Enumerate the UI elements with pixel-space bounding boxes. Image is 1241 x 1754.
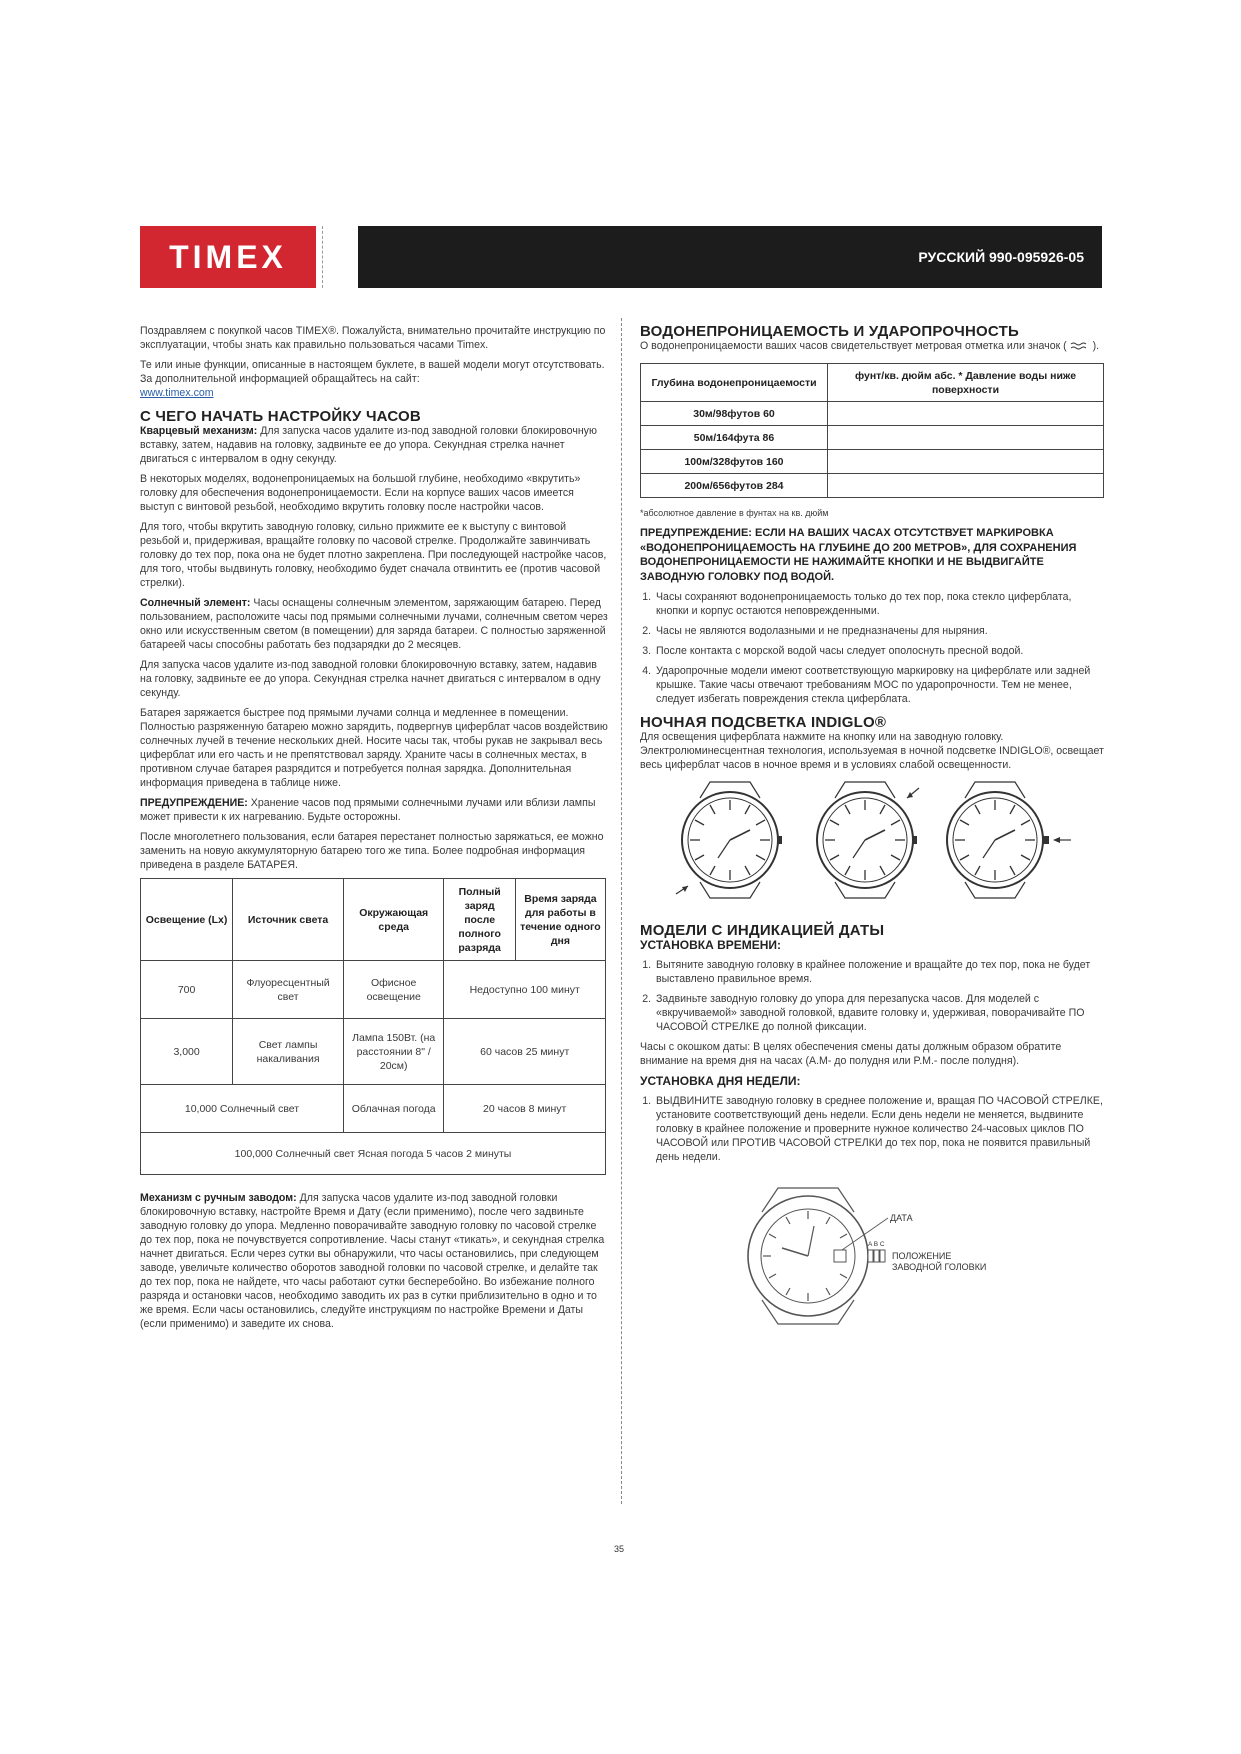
table-cell: 30м/98футов 60 bbox=[641, 402, 828, 426]
page-number: 35 bbox=[614, 1544, 625, 1554]
table-cell: Облачная погода bbox=[343, 1085, 443, 1133]
watch-icon bbox=[947, 782, 1071, 898]
table-header-row bbox=[641, 364, 1104, 402]
list-item: 1. ВЫДВИНИТЕ заводную головку в среднее положение и, вращая ПО ЧАСОВОЙ СТРЕЛКЕ, установите соответствующий день недели. Если день недели не меняется, выдвините головку в крайнее положение и проверните нужное количество 24-часовых циклов ПО ЧАСОВОЙ или ПРОТИВ ЧАСОВОЙ СТРЕЛКИ до тех пор, пока не появится правильный день недели. bbox=[654, 1094, 1104, 1164]
table-cell bbox=[828, 426, 1104, 450]
crown-position-abc: A B C bbox=[868, 1241, 885, 1248]
logo-divider bbox=[322, 226, 323, 288]
timex-logo: TIMEX bbox=[140, 226, 316, 288]
language-code: РУССКИЙ 990-095926-05 bbox=[918, 249, 1084, 265]
table-cell: Флуоресцентный свет bbox=[233, 961, 344, 1019]
table-header: Освещение (Lx) bbox=[141, 879, 233, 961]
table-cell: Свет лампы накаливания bbox=[233, 1019, 344, 1085]
table-row bbox=[141, 1133, 606, 1175]
table-header: Окружающая среда bbox=[343, 879, 443, 961]
day-subheading: УСТАНОВКА ДНЯ НЕДЕЛИ: bbox=[640, 1074, 801, 1088]
table-header: Полный заряд после полного разряда bbox=[444, 879, 515, 961]
table-cell bbox=[828, 474, 1104, 498]
water-list bbox=[640, 590, 1104, 706]
table-row bbox=[141, 961, 606, 1019]
table-header: Время заряда для работы в течение одного дня bbox=[515, 879, 605, 961]
day-list bbox=[640, 1094, 1104, 1164]
table-row bbox=[641, 450, 1104, 474]
start-paragraph: Для запуска часов удалите из-под заводной головки блокировочную вставку, затем, надавив на головку, задвиньте ее до упора. Секундная стрелка начнет двигаться с интервалом в одну секунду. bbox=[140, 659, 601, 699]
crown-position-label-2: ЗАВОДНОЙ ГОЛОВКИ bbox=[892, 1262, 987, 1272]
column-divider bbox=[621, 318, 622, 1504]
table-cell bbox=[828, 450, 1104, 474]
indiglo-paragraph: Для освещения циферблата нажмите на кнопку или на заводную головку. Электролюминесцентная технология, используемая в ночной подсветке INDIGLO®, освещает весь циферблат часов в ночное время и в условиях слабой освещенности. bbox=[640, 731, 1104, 771]
watch-icon bbox=[817, 782, 919, 898]
table-row bbox=[641, 474, 1104, 498]
indiglo-heading: НОЧНАЯ ПОДСВЕТКА INDIGLO® bbox=[640, 714, 887, 731]
replace-paragraph: После многолетнего пользования, если батарея перестанет полностью заряжаться, ее можно заменить на новую аккумуляторную батарею того же типа. Более подробная информация приведена в разделе БАТАРЕЯ. bbox=[140, 831, 604, 871]
water-heading: ВОДОНЕПРОНИЦАЕМОСТЬ И УДАРОПРОЧНОСТЬ bbox=[640, 323, 1019, 340]
table-cell: Офисное освещение bbox=[343, 961, 443, 1019]
table-cell: 20 часов 8 минут bbox=[444, 1085, 606, 1133]
list-item: 2. Часы не являются водолазными и не предназначены для ныряния. bbox=[654, 624, 1104, 638]
battery-paragraph: Батарея заряжается быстрее под прямыми лучами солнца и медленнее в помещении. Полностью разряженную батарею можно зарядить, подвергнув циферблат часов воздействию солнечных лучей в течение нескольких дней. Носите часы так, чтобы рукав не закрывал весь циферблат или его часть и не препятствовал заряду. Храните часы в солнечных местах, в противном случае батарея разрядится и потребуется полная зарядка. Дополнительная информация приведена в таблице ниже. bbox=[140, 707, 608, 789]
table-header-row bbox=[141, 879, 606, 961]
setup-heading: С ЧЕГО НАЧАТЬ НАСТРОЙКУ ЧАСОВ bbox=[140, 408, 421, 425]
list-item: 2. Задвиньте заводную головку до упора для перезапуска часов. Для моделей с «вкручиваемой» заводной головкой, вдавите головку и, удерживая, поворачивайте ПО ЧАСОВОЙ СТРЕЛКЕ до полной фиксации. bbox=[654, 992, 1104, 1034]
water-warning: ПРЕДУПРЕЖДЕНИЕ: ЕСЛИ НА ВАШИХ ЧАСАХ ОТСУТСТВУЕТ МАРКИРОВКА «ВОДОНЕПРОНИЦАЕМОСТЬ НА ГЛУБИНЕ ДО 200 МЕТРОВ», ДЛЯ СОХРАНЕНИЯ ВОДОНЕПРОНИЦАЕМОСТИ НЕ НАЖИМАЙТЕ КНОПКИ И НЕ ВЫДВИГАЙТЕ ЗАВОДНУЮ ГОЛОВКУ ПОД ВОДОЙ. bbox=[640, 527, 1077, 583]
intro-paragraph-2: Те или иные функции, описанные в настоящем буклете, в вашей модели могут отсутствовать. За дополнительной информацией обращайтесь на сайт: www.timex.com bbox=[140, 359, 605, 399]
table-cell: Лампа 150Вт. (на расстоянии 8" / 20см) bbox=[343, 1019, 443, 1085]
table-row bbox=[141, 1019, 606, 1085]
table-cell: 700 bbox=[141, 961, 233, 1019]
watch-icon bbox=[676, 782, 782, 898]
list-item: 3. После контакта с морской водой часы следует ополоснуть пресной водой. bbox=[654, 644, 1104, 658]
list-item: 1. Часы сохраняют водонепроницаемость только до тех пор, пока стекло циферблата, кнопки и корпус остаются неповрежденными. bbox=[654, 590, 1104, 618]
intro-paragraph: Поздравляем с покупкой часов TIMEX®. Пожалуйста, внимательно прочитайте инструкцию по эксплуатации, чтобы знать как правильно пользоваться часами Timex. bbox=[140, 325, 606, 351]
solar-paragraph: Солнечный элемент: Часы оснащены солнечным элементом, заряжающим батарею. Перед пользованием, расположите часы под прямыми солнечными лучами, солнечным светом через окно или искусственным светом (в помещении) для заряда батареи. С полностью заряженной батареей часы способны работать без подзарядки до 2 месяцев. bbox=[140, 597, 608, 651]
table-header: фунт/кв. дюйм абс. * Давление воды ниже поверхности bbox=[828, 364, 1104, 402]
table-row bbox=[141, 1085, 606, 1133]
table-cell: 200м/656футов 284 bbox=[641, 474, 828, 498]
table-cell: 100,000 Солнечный свет Ясная погода 5 часов 2 минуты bbox=[141, 1133, 606, 1175]
left-column bbox=[140, 324, 608, 1337]
table-header: Источник света bbox=[233, 879, 344, 961]
water-table bbox=[640, 363, 1104, 498]
table-cell: 50м/164фута 86 bbox=[641, 426, 828, 450]
manual-paragraph: Механизм с ручным заводом: Для запуска часов удалите из-под заводной головки блокировочную вставку, настройте Время и Дату (если применимо), после чего задвиньте заводную головку до упора. Медленно поворачивайте заводную головку по часовой стрелке до тех пор, пока не почувствуется сопротивление. Часы станут «тикать», и секундная стрелка начнет двигаться. Если через сутки вы обнаружили, что часы остановились, при следующем заводе, увеличьте количество оборотов заводной головки по часовой стрелке, и делайте так до тех пор, пока не найдете, что часы работают сутки бесперебойно. Во избежание полного разряда и остановки часов, необходимо заводить их раз в сутки приблизительно в одно и то же время. Если часы остановились, следуйте инструкциям по настройке Времени и Даты (если применимо) и заведите их снова. bbox=[140, 1192, 605, 1330]
table-row bbox=[641, 402, 1104, 426]
time-subheading: УСТАНОВКА ВРЕМЕНИ: bbox=[640, 938, 782, 952]
list-item: 4. Ударопрочные модели имеют соответствующую маркировку на циферблате или задней крышке. Такие часы отвечают требованиям МОС по ударопрочности. Тем не менее, следует избегать повреждения стекла циферблата. bbox=[654, 664, 1104, 706]
quartz-paragraph: Кварцевый механизм: Для запуска часов удалите из-под заводной головки блокировочную вставку, затем, надавив на головку, задвиньте ее до упора. Секундная стрелка начнет двигаться с интервалом в одну секунду. bbox=[140, 425, 597, 465]
date-heading: МОДЕЛИ С ИНДИКАЦИЕЙ ДАТЫ bbox=[640, 922, 885, 939]
screw-paragraph-2: Для того, чтобы вкрутить заводную головку, сильно прижмите ее к выступу с винтовой резьбой и, придерживая, вращайте головку по часовой стрелке. Продолжайте завинчивать головку до тех пор, пока она не будет плотно закреплена. При последующей настройке часов, для того, чтобы выдвинуть головку, необходимо будет сначала отвинтить ее (против часовой стрелки). bbox=[140, 521, 607, 589]
table-cell: 60 часов 25 минут bbox=[444, 1019, 606, 1085]
indiglo-watches-illustration bbox=[640, 778, 1104, 908]
list-item: 1. Вытяните заводную головку в крайнее положение и вращайте до тех пор, пока не будет выставлено правильное время. bbox=[654, 958, 1104, 986]
water-intro: О водонепроницаемости ваших часов свидетельствует метровая отметка или значок ( ). bbox=[640, 340, 1100, 352]
screw-paragraph: В некоторых моделях, водонепроницаемых на большой глубине, необходимо «вкрутить» головку для обеспечения водонепроницаемости. Если на корпусе ваших часов имеется выступ с винтовой резьбой, необходимо вкрутить головку после настройки часов. bbox=[140, 473, 581, 513]
footnote: *абсолютное давление в фунтах на кв. дюйм bbox=[640, 508, 829, 518]
date-watch-diagram bbox=[640, 1176, 1104, 1336]
crown-position-label: ПОЛОЖЕНИЕ bbox=[892, 1251, 952, 1261]
table-cell bbox=[828, 402, 1104, 426]
table-cell: 100м/328футов 160 bbox=[641, 450, 828, 474]
timex-link[interactable]: www.timex.com bbox=[140, 387, 214, 399]
solar-table bbox=[140, 878, 606, 1175]
right-column bbox=[640, 325, 1104, 1336]
header-bar bbox=[358, 226, 1102, 288]
warning-paragraph: ПРЕДУПРЕЖДЕНИЕ: Хранение часов под прямыми солнечными лучами или вблизи лампы может привести к их нагреванию. Будьте осторожны. bbox=[140, 797, 596, 823]
wave-icon bbox=[1070, 341, 1090, 351]
date-window-paragraph: Часы с окошком даты: В целях обеспечения смены даты должным образом обратите внимание на время дня на часах (A.M- до полудня или P.M.- после полудня). bbox=[640, 1041, 1062, 1067]
table-cell: 3,000 bbox=[141, 1019, 233, 1085]
table-cell: 10,000 Солнечный свет bbox=[141, 1085, 344, 1133]
date-label: ДАТА bbox=[890, 1213, 913, 1223]
time-list bbox=[640, 958, 1104, 1034]
table-row bbox=[641, 426, 1104, 450]
table-cell: Недоступно 100 минут bbox=[444, 961, 606, 1019]
table-header: Глубина водонепроницаемости bbox=[641, 364, 828, 402]
